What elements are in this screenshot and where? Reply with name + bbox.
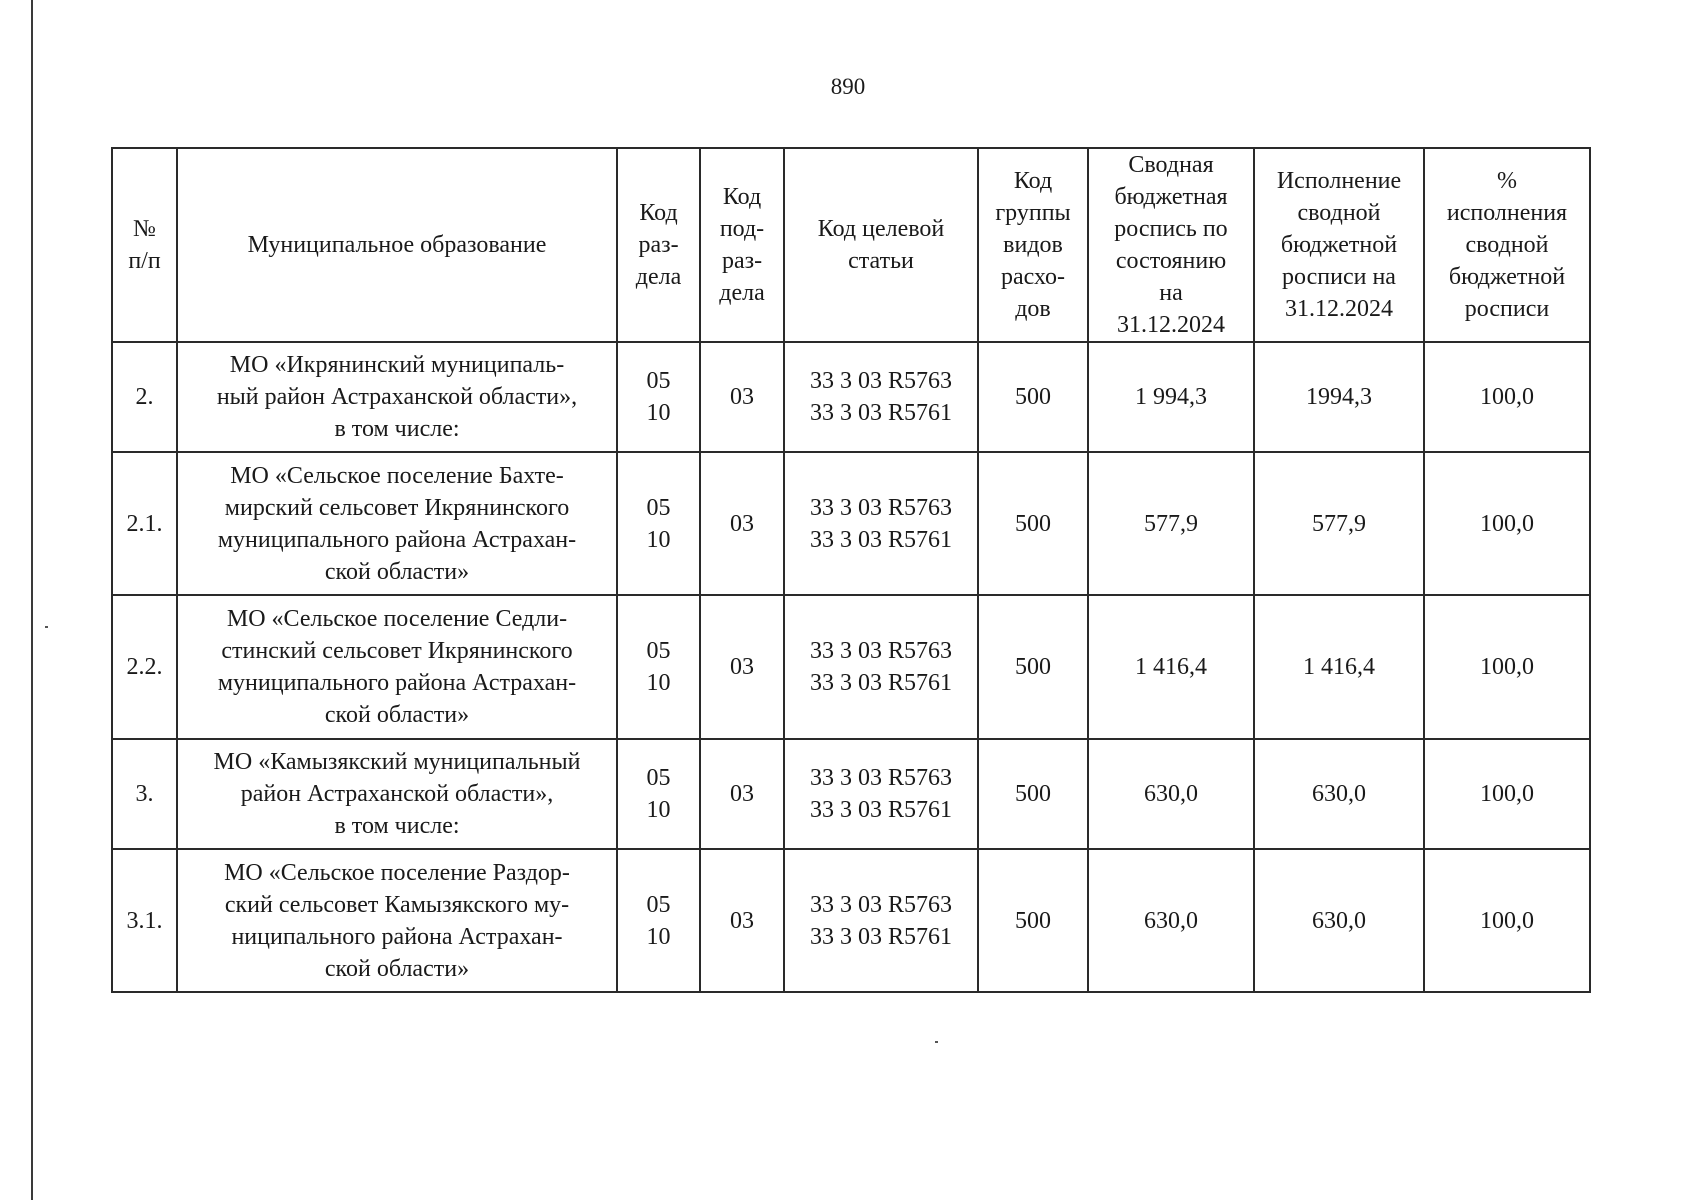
cell-expense-group-code: 500 (978, 849, 1088, 992)
cell-expense-group-code: 500 (978, 595, 1088, 739)
cell-section-code: 05 10 (617, 849, 700, 992)
cell-execution-percent: 100,0 (1424, 342, 1590, 452)
cell-municipality: МО «Сельское поселение Раздор- ский сельсовет Камызякского му- ниципального района Астрахан- ской области» (177, 849, 617, 992)
cell-section-code: 05 10 (617, 452, 700, 595)
cell-section-code: 05 10 (617, 342, 700, 452)
table-row (112, 849, 1590, 992)
cell-consolidated-budget: 630,0 (1088, 739, 1254, 849)
header-municipality: Муниципальное образование (177, 148, 617, 342)
cell-expense-group-code: 500 (978, 452, 1088, 595)
cell-budget-execution: 630,0 (1254, 739, 1424, 849)
cell-execution-percent: 100,0 (1424, 452, 1590, 595)
cell-municipality: МО «Икрянинский муниципаль- ный район Астраханской области», в том числе: (177, 342, 617, 452)
cell-execution-percent: 100,0 (1424, 849, 1590, 992)
cell-subsection-code: 03 (700, 452, 784, 595)
table-row (112, 739, 1590, 849)
cell-num: 3. (112, 739, 177, 849)
cell-budget-execution: 1994,3 (1254, 342, 1424, 452)
cell-target-article-code: 33 3 03 R5763 33 3 03 R5761 (784, 849, 978, 992)
cell-subsection-code: 03 (700, 849, 784, 992)
table-row (112, 595, 1590, 739)
cell-consolidated-budget: 1 416,4 (1088, 595, 1254, 739)
cell-municipality: МО «Сельское поселение Бахте- мирский сельсовет Икрянинского муниципального района Астрахан- ской области» (177, 452, 617, 595)
cell-expense-group-code: 500 (978, 342, 1088, 452)
cell-budget-execution: 1 416,4 (1254, 595, 1424, 739)
cell-consolidated-budget: 630,0 (1088, 849, 1254, 992)
table-row (112, 342, 1590, 452)
header-num: № п/п (112, 148, 177, 342)
cell-execution-percent: 100,0 (1424, 595, 1590, 739)
header-target-article-code: Код целевой статьи (784, 148, 978, 342)
cell-num: 3.1. (112, 849, 177, 992)
cell-municipality: МО «Сельское поселение Седли- стинский сельсовет Икрянинского муниципального района Астрахан- ской области» (177, 595, 617, 739)
cell-subsection-code: 03 (700, 739, 784, 849)
scan-speck (935, 1041, 938, 1043)
cell-target-article-code: 33 3 03 R5763 33 3 03 R5761 (784, 342, 978, 452)
cell-target-article-code: 33 3 03 R5763 33 3 03 R5761 (784, 739, 978, 849)
cell-subsection-code: 03 (700, 342, 784, 452)
cell-consolidated-budget: 577,9 (1088, 452, 1254, 595)
cell-expense-group-code: 500 (978, 739, 1088, 849)
cell-section-code: 05 10 (617, 595, 700, 739)
header-execution-percent: % исполнения сводной бюджетной росписи (1424, 148, 1590, 342)
cell-execution-percent: 100,0 (1424, 739, 1590, 849)
budget-execution-table (111, 147, 1591, 993)
page-binding-line (31, 0, 33, 1200)
table-body (112, 342, 1590, 992)
header-budget-execution: Исполнение сводной бюджетной росписи на 31.12.2024 (1254, 148, 1424, 342)
cell-subsection-code: 03 (700, 595, 784, 739)
cell-municipality: МО «Камызякский муниципальный район Астраханской области», в том числе: (177, 739, 617, 849)
cell-num: 2. (112, 342, 177, 452)
cell-budget-execution: 630,0 (1254, 849, 1424, 992)
cell-target-article-code: 33 3 03 R5763 33 3 03 R5761 (784, 452, 978, 595)
cell-num: 2.2. (112, 595, 177, 739)
header-subsection-code: Код под- раз- дела (700, 148, 784, 342)
cell-target-article-code: 33 3 03 R5763 33 3 03 R5761 (784, 595, 978, 739)
header-expense-group-code: Код группы видов расхо- дов (978, 148, 1088, 342)
cell-consolidated-budget: 1 994,3 (1088, 342, 1254, 452)
cell-budget-execution: 577,9 (1254, 452, 1424, 595)
header-row (112, 148, 1590, 342)
header-consolidated-budget: Сводная бюджетная роспись по состоянию на 31.12.2024 (1088, 148, 1254, 342)
page-number: 890 (830, 74, 866, 99)
scan-speck (45, 626, 48, 628)
cell-num: 2.1. (112, 452, 177, 595)
cell-section-code: 05 10 (617, 739, 700, 849)
table-header (112, 148, 1590, 342)
table-row (112, 452, 1590, 595)
header-section-code: Код раз- дела (617, 148, 700, 342)
